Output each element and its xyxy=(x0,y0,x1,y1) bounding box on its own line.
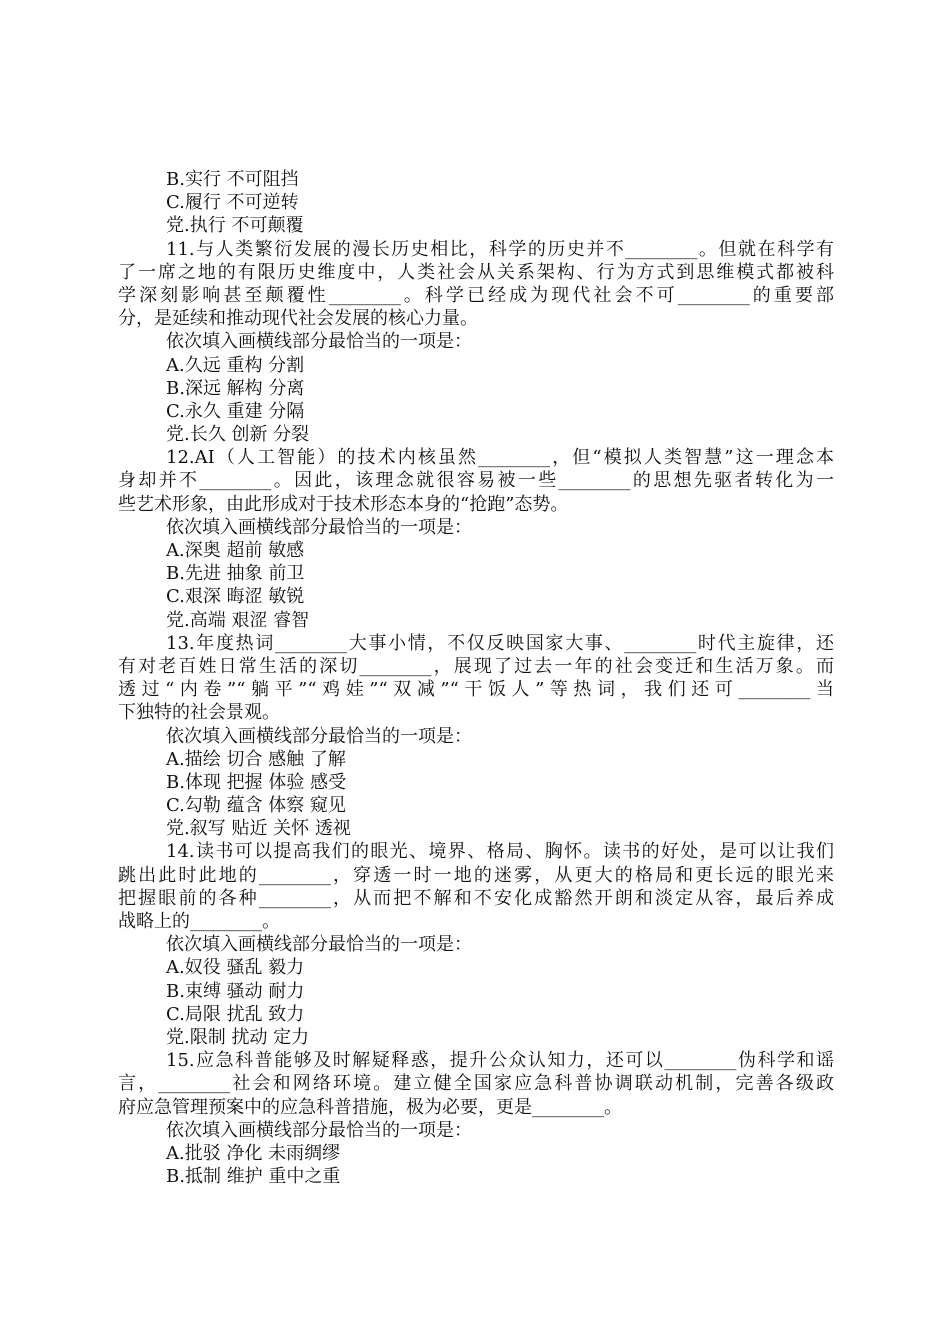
option-d: 党.高端 艰涩 睿智 xyxy=(166,609,310,631)
question-13-text: 有对老百姓日常生活的深切________，展现了过去一年的社会变迁和生活万象。而 xyxy=(118,655,834,677)
question-14-text: 把握眼前的各种________，从而把不解和不安化成豁然开朗和淡定从容，最后养成 xyxy=(118,887,834,909)
option-c: C.局限 扰乱 致力 xyxy=(166,1003,305,1025)
option-b: B.深远 解构 分离 xyxy=(166,377,305,399)
question-13-text: 13.年度热词________大事小情，不仅反映国家大事、________时代主旋律，还 xyxy=(166,632,834,654)
question-12-text: 身却并不________。因此，该理念就很容易被一些________的思想先驱者转化为一 xyxy=(118,470,834,492)
option-b: B.先进 抽象 前卫 xyxy=(166,563,305,585)
question-14-prompt: 依次填入画横线部分最恰当的一项是： xyxy=(166,934,472,956)
question-14-text: 14.读书可以提高我们的眼光、境界、格局、胸怀。读书的好处，是可以让我们 xyxy=(166,841,834,863)
option-d: 党.执行 不可颠覆 xyxy=(166,215,304,237)
question-15-text: 15.应急科普能够及时解疑释惑，提升公众认知力，还可以________伪科学和谣 xyxy=(166,1050,834,1072)
question-14-text: 战略上的________。 xyxy=(118,911,280,932)
document-body xyxy=(118,168,834,1188)
option-c: C.艰深 晦涩 敏锐 xyxy=(166,586,305,608)
option-d: 党.叙写 贴近 关怀 透视 xyxy=(166,818,351,840)
option-d: 党.限制 扰动 定力 xyxy=(166,1026,310,1048)
question-12-text: 些艺术形象，由此形成对于技术形态本身的“抢跑”态势。 xyxy=(118,493,569,515)
option-c: C.履行 不可逆转 xyxy=(166,192,299,214)
option-c: C.永久 重建 分隔 xyxy=(166,400,305,422)
question-11-text: 学深刻影响甚至颠覆性________。科学已经成为现代社会不可________的重要部 xyxy=(118,284,834,306)
question-11-prompt: 依次填入画横线部分最恰当的一项是： xyxy=(166,331,472,353)
option-b: B.实行 不可阻挡 xyxy=(166,169,299,190)
option-a: A.深奥 超前 敏感 xyxy=(166,540,305,561)
question-11-text: 11.与人类繁衍发展的漫长历史相比，科学的历史并不________。但就在科学有 xyxy=(166,238,834,260)
option-a: A.批驳 净化 未雨绸缪 xyxy=(166,1142,341,1164)
question-15-text: 府应急管理预案中的应急科普措施，极为必要，更是________。 xyxy=(118,1096,622,1118)
question-12-prompt: 依次填入画横线部分最恰当的一项是： xyxy=(166,516,472,538)
question-13-prompt: 依次填入画横线部分最恰当的一项是： xyxy=(166,725,472,747)
option-c: C.勾勒 蕴含 体察 窥见 xyxy=(166,795,347,817)
option-b: B.束缚 骚动 耐力 xyxy=(166,980,305,1002)
question-11-text: 了一席之地的有限历史维度中，人类社会从关系架构、行为方式到思维模式都被科 xyxy=(118,261,834,283)
option-b: B.抵制 维护 重中之重 xyxy=(166,1166,341,1188)
question-12-text: 12.AI（人工智能）的技术内核虽然________，但“模拟人类智慧”这一理念本 xyxy=(166,447,834,469)
option-a: A.奴役 骚乱 毅力 xyxy=(166,957,305,979)
option-a: A.久远 重构 分割 xyxy=(166,354,305,376)
question-15-prompt: 依次填入画横线部分最恰当的一项是： xyxy=(166,1119,472,1141)
question-15-text: 言，________社会和网络环境。建立健全国家应急科普协调联动机制，完善各级政 xyxy=(118,1073,834,1095)
question-13-text: 下独特的社会景观。 xyxy=(118,702,280,724)
option-b: B.体现 把握 体验 感受 xyxy=(166,771,347,793)
question-13-text: 透过“内卷”“躺平”“鸡娃”“双减”“干饭人”等热词，我们还可________当 xyxy=(118,679,834,701)
question-11-text: 分，是延续和推动现代社会发展的核心力量。 xyxy=(118,308,478,330)
option-a: A.描绘 切合 感触 了解 xyxy=(166,748,346,770)
question-14-text: 跳出此时此地的________，穿透一时一地的迷雾，从更大的格局和更长远的眼光来 xyxy=(118,864,834,886)
option-d: 党.长久 创新 分裂 xyxy=(166,424,310,446)
